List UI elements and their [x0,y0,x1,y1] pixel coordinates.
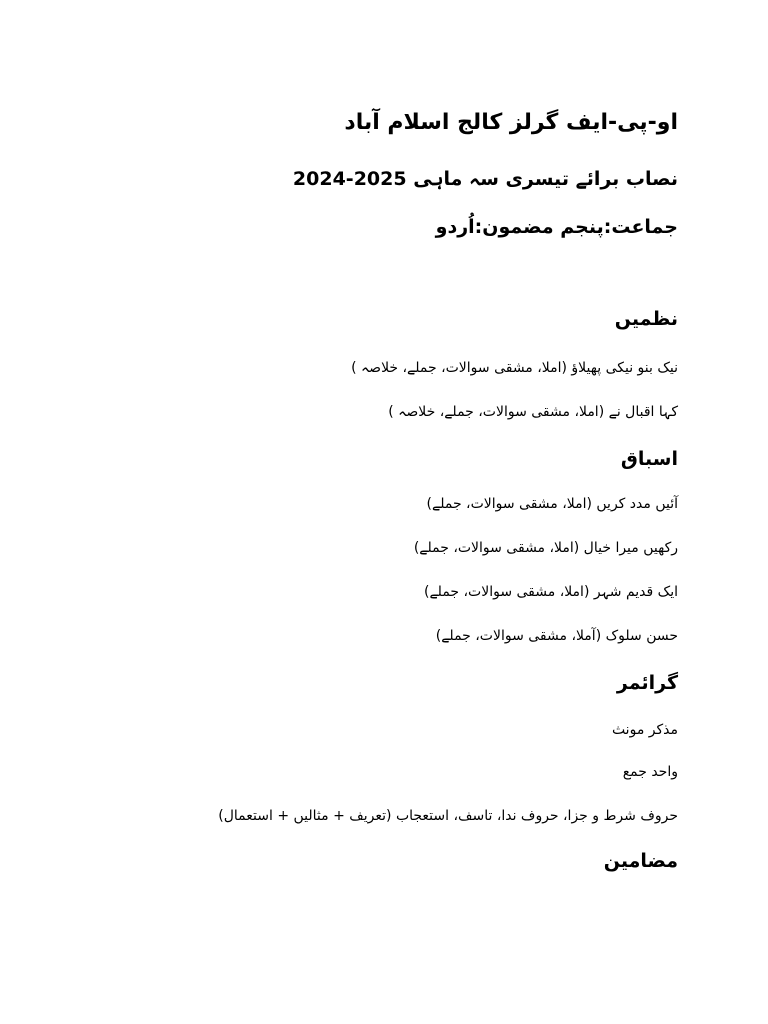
list-item: واحد جمع [622,764,678,780]
list-item: رکھیں میرا خیال (املا، مشقی سوالات، جملے) [413,540,678,556]
section-heading-poems: نظمیں [614,308,678,330]
section-heading-grammar: گرائمر [616,672,678,694]
list-item: کہا اقبال نے (املا، مشقی سوالات، جملے، خلاصہ ) [388,404,678,420]
syllabus-title: نصاب برائے تیسری سہ ماہی 2025-2024 [292,168,678,190]
list-item: حسن سلوک (آملا، مشقی سوالات، جملے) [435,628,678,644]
list-item: نیک بنو نیکی پھیلاؤ (املا، مشقی سوالات، جملے، خلاصہ ) [351,360,678,376]
college-title: او-پی-ایف گرلز کالج اسلام آباد [344,110,678,135]
list-item: مذکر مونث [611,722,678,738]
section-heading-lessons: اسباق [620,448,678,470]
section-heading-essays: مضامین [603,850,678,872]
class-subject: جماعت:پنجم مضمون:اُردو [435,216,678,238]
list-item: حروف شرط و جزا، حروف ندا، تاسف، استعجاب (تعریف + مثالیں + استعمال) [218,808,678,824]
list-item: آئیں مدد کریں (املا، مشقی سوالات، جملے) [426,496,678,512]
list-item: ایک قدیم شہر (املا، مشقی سوالات، جملے) [424,584,678,600]
